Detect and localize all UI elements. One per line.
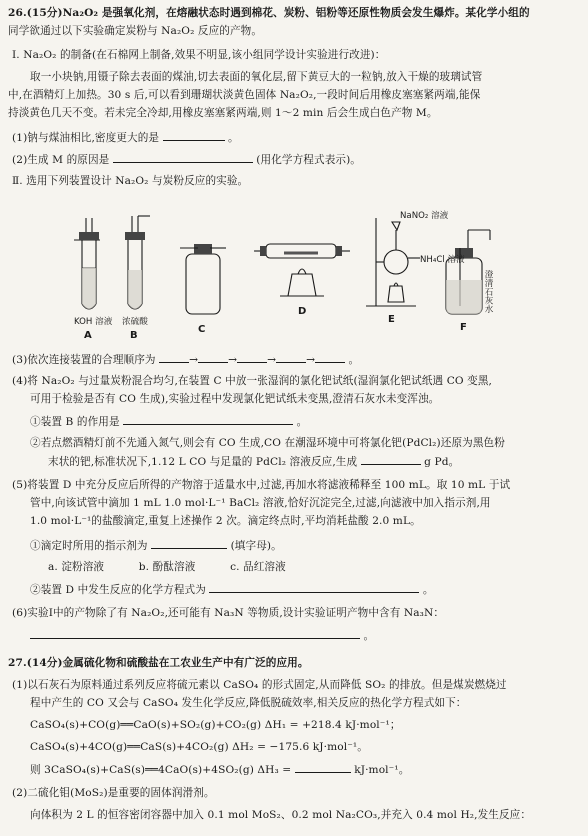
q26-subq3-text: (3)依次连接装置的合理顺序为 (12, 354, 156, 366)
q26-subq3-end: 。 (348, 354, 360, 366)
q26-subq1-end: 。 (228, 132, 239, 144)
q26-subq6-end: 。 (363, 630, 375, 642)
q26-subq5-line-1: (5)将装置 D 中充分反应后所得的产物溶于适量水中,过滤,再加水将滤液稀释至 100 mL。取 10 mL 于试 (12, 479, 511, 491)
label-d: D (298, 306, 307, 317)
q26-subq3-blank-5[interactable] (315, 352, 345, 363)
q27-subq1-line-2: 程中产生的 CO 又会与 CaSO₄ 发生化学反应,降低脱硫效率,相关反应的热化学方程式如下： (30, 697, 467, 709)
q26-subq5-part2 (30, 582, 434, 597)
arrow-icon: → (189, 354, 199, 366)
arrow-icon: → (228, 354, 238, 366)
q26-subq5-part2-end: 。 (422, 584, 434, 596)
q26-subq4-part2-text: 末状的钯,标准状况下,1.12 L CO 与足量的 PdCl₂ 溶液反应,生成 (48, 456, 358, 468)
q26-subq6-answer (30, 628, 374, 643)
label-b: B (130, 330, 138, 340)
label-nh4cl: NH₄Cl 溶液 (420, 255, 465, 265)
q26-line-2: 同学欲通过以下实验确定炭粉与 Na₂O₂ 反应的产物。 (8, 25, 263, 37)
arrow-icon: → (306, 354, 316, 366)
q26-subq6-blank[interactable] (30, 628, 360, 639)
q26-subq4-line-1: (4)将 Na₂O₂ 与过量炭粉混合均匀,在装置 C 中放一张湿润的氯化钯试纸(湿润氯化钯试纸遇 CO 变黑, (12, 375, 493, 387)
apparatus-a (74, 218, 100, 309)
q26-subq4-part2-line-2 (48, 454, 459, 469)
q26-subq3-blank-1[interactable] (159, 352, 189, 363)
q26-subq3-blank-3[interactable] (237, 352, 267, 363)
q26-subq5-line-2: 管中,向该试管中滴加 1 mL 1.0 mol·L⁻¹ BaCl₂ 溶液,恰好沉淀完全,过滤,向滤液中加入指示剂,用 (30, 497, 491, 509)
q26-line-6: 持淡黄色几天不变。若未完全冷却,用橡皮塞塞紧两端,则 1～2 min 后会生成白色产物 M。 (8, 107, 438, 119)
arrow-icon: → (267, 354, 277, 366)
q26-subq4-part2-blank[interactable] (361, 454, 421, 465)
q26-subq2-text: (2)生成 M 的原因是 (12, 154, 110, 166)
q26-subq2-blank[interactable] (113, 152, 253, 163)
label-e: E (388, 314, 395, 325)
q27-equation-3-blank[interactable] (295, 762, 351, 773)
q26-subq5-part1-end: (填字母)。 (230, 540, 282, 552)
q26-subq4-line-2: 可用于检验是否有 CO 生成),实验过程中发现氯化钯试纸未变黑,澄清石灰水未变浑浊。 (30, 393, 440, 405)
q26-subq2 (12, 152, 361, 167)
q26-subq5-part2-blank[interactable] (209, 582, 419, 593)
label-nano2: NaNO₂ 溶液 (400, 211, 449, 221)
q26-subq4-part1-text: ①装置 B 的作用是 (30, 416, 120, 428)
q26-subq3 (12, 352, 359, 367)
q27-subq1-line-1: (1)以石灰石为原料通过系列反应将硫元素以 CaSO₄ 的形式固定,从而降低 SO₂ 的排放。但是煤炭燃烧过 (12, 679, 507, 691)
q27-equation-3-text: 则 3CaSO₄(s)+CaS(s)══4CaO(s)+4SO₂(g) ΔH₃ = (30, 764, 292, 776)
q27-equation-2: CaSO₄(s)+4CO(g)══CaS(s)+4CO₂(g) ΔH₂ = −175.6 kJ·mol⁻¹。 (30, 741, 368, 753)
q26-subq4-part1-end: 。 (296, 416, 308, 428)
q27-line-1: 27.(14分)金属硫化物和硫酸盐在工农业生产中有广泛的应用。 (8, 657, 309, 669)
q26-subq6-text: (6)实验Ⅰ中的产物除了有 Na₂O₂,还可能有 Na₃N 等物质,设计实验证明产物中含有 Na₃N： (12, 607, 445, 619)
apparatus-d (254, 244, 350, 296)
q26-part1-heading: Ⅰ. Na₂O₂ 的制备(在石棉网上制备,效果不明显,该小组同学设计实验进行改进)： (12, 49, 386, 61)
label-h2so4: 浓硫酸 (122, 317, 148, 327)
label-limewater: 澄清石灰水 (483, 270, 493, 313)
label-c: C (198, 324, 206, 335)
q26-subq4-part1-blank[interactable] (123, 414, 293, 425)
q26-line-5: 中,在酒精灯上加热。30 s 后,可以看到珊瑚状淡黄色固体 Na₂O₂,一段时间后用橡皮塞塞紧两端,能保 (8, 89, 481, 101)
q27-equation-3-end: kJ·mol⁻¹。 (354, 764, 410, 776)
q26-subq1-blank[interactable] (163, 130, 225, 141)
q26-subq5-part1-text: ①滴定时所用的指示剂为 (30, 540, 148, 552)
q27-subq2-line-2: 向体积为 2 L 的恒容密闭容器中加入 0.1 mol MoS₂、0.2 mol Na₂CO₃,并充入 0.4 mol H₂,发生反应： (30, 809, 532, 821)
q26-subq1-text: (1)钠与煤油相比,密度更大的是 (12, 132, 160, 144)
q26-subq5-part2-text: ②装置 D 中发生反应的化学方程式为 (30, 584, 206, 596)
q26-subq3-blank-4[interactable] (276, 352, 306, 363)
q26-part2-heading: Ⅱ. 选用下列装置设计 Na₂O₂ 与炭粉反应的实验。 (12, 175, 249, 187)
q26-subq1 (12, 130, 239, 145)
q26-line-1: 26.(15分)Na₂O₂ 是强氧化剂，在熔融状态时遇到棉花、炭粉、铝粉等还原性物质会发生爆炸。某化学小组的 (8, 7, 530, 19)
q26-subq4-part1 (30, 414, 307, 429)
q26-subq2-end: (用化学方程式表示)。 (256, 154, 362, 166)
label-f: F (460, 322, 467, 333)
apparatus-b (125, 216, 150, 309)
q26-subq4-part2-end: g Pd。 (424, 456, 460, 468)
label-a: A (84, 330, 92, 340)
q26-subq5-part1-blank[interactable] (151, 538, 227, 549)
apparatus-figure (70, 210, 530, 340)
q26-subq4-part2-line-1: ②若点燃酒精灯前不先通入氮气,则会有 CO 生成,CO 在潮湿环境中可将氯化钯(PdCl₂)还原为黑色粉 (30, 437, 505, 449)
q26-subq5-part1 (30, 538, 282, 553)
q27-equation-1: CaSO₄(s)+CO(g)══CaO(s)+SO₂(g)+CO₂(g) ΔH₁ = +218.4 kJ·mol⁻¹； (30, 719, 401, 731)
q26-subq5-options: a. 淀粉溶液 b. 酚酞溶液 c. 品红溶液 (48, 561, 286, 573)
q26-line-4: 取一小块钠,用镊子除去表面的煤油,切去表面的氧化层,留下黄豆大的一粒钠,放入干燥的玻璃试管 (30, 71, 483, 83)
apparatus-c (180, 244, 226, 314)
q27-equation-3 (30, 762, 409, 777)
label-koh: KOH 溶液 (74, 317, 113, 327)
q26-subq5-line-3: 1.0 mol·L⁻¹的盐酸滴定,重复上述操作 2 次。滴定终点时,平均消耗盐酸 2.0 mL。 (30, 515, 421, 527)
apparatus-e (366, 218, 420, 306)
q26-subq3-blank-2[interactable] (198, 352, 228, 363)
q27-subq2-line-1: (2)二硫化钼(MoS₂)是重要的固体润滑剂。 (12, 787, 215, 799)
